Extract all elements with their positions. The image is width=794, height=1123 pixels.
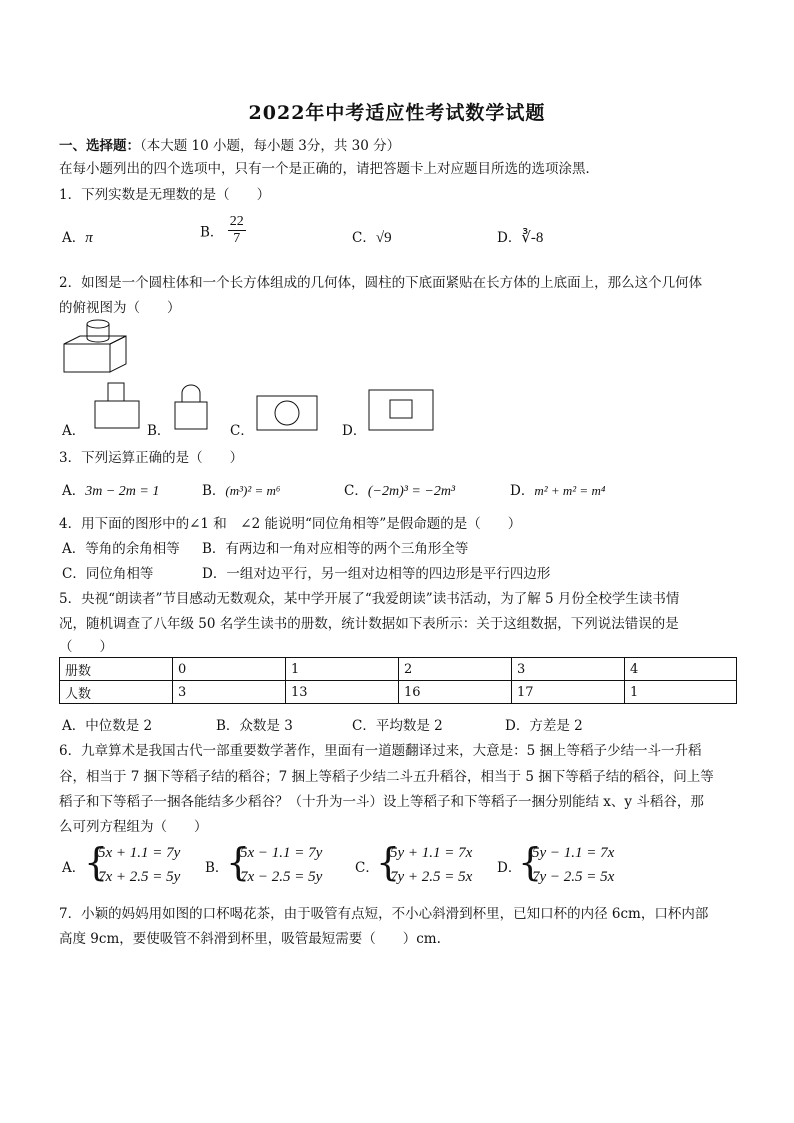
section-heading [59,134,400,154]
option-value: 3m − 2m = 1 [85,484,160,499]
fraction [228,214,246,247]
table-cell: 3 [512,658,625,681]
option-label: B． [202,483,226,499]
q4-option-a: A．等角的余角相等 [62,541,180,557]
q2-option-b-label: B． [147,423,171,439]
q2-option-a-figure [94,382,140,430]
fraction-denominator: 7 [233,231,241,246]
option-label: C． [352,230,376,246]
equation: 5x + 1.1 = 7y [98,845,181,861]
equation: 5x − 1.1 = 7y [240,845,323,861]
q2-option-d-figure [368,389,434,431]
q5-option-b: B．众数是 3 [216,718,293,734]
table-cell: 13 [286,681,399,704]
table-cell: 4 [625,658,737,681]
question-6-stem-line3: 稻子和下等稻子一捆各能结多少稻谷？（十升为一斗）设上等稻子和下等稻子一捆分别能结 x、y 斗稻谷，那 [59,794,704,810]
equation: 7x − 2.5 = 5y [240,869,323,885]
question-3-stem: 3．下列运算正确的是（ ） [59,450,244,466]
question-2-stem-line1: 2．如图是一个圆柱体和一个长方体组成的几何体，圆柱的下底面紧贴在长方体的上底面上，那么这个几何体 [59,275,703,291]
question-5-stem-line2: 况，随机调查了八年级 50 名学生读书的册数，统计数据如下表所示：关于这组数据，下列说法错误的是 [59,616,679,632]
equation: 5y + 1.1 = 7x [390,845,473,861]
option-value: m² + m² = m⁴ [534,483,606,498]
section-label: 一、选择题： [59,138,140,154]
q1-option-d [497,226,543,247]
q6-option-d-label: D． [497,860,522,876]
option-value: (m³)² = m⁶ [225,483,281,498]
q1-option-c [352,226,392,247]
table-cell: 3 [173,681,286,704]
brace-icon: { [226,840,251,884]
q6-option-a-system [98,841,180,889]
question-6-stem-line2: 谷，相当于 7 捆下等稻子结的稻谷；7 捆上等稻子少结二斗五升稻谷，相当于 5 捆下等稻子结的稻谷，问上等 [59,769,714,785]
q5-option-c: C．平均数是 2 [352,718,443,734]
option-label: C． [344,483,368,499]
option-label: A． [62,230,86,246]
table-row [60,658,737,681]
question-1-stem: 1．下列实数是无理数的是（ ） [59,187,271,203]
question-4-stem: 4．用下面的图形中的∠1 和 ∠2 能说明“同位角相等”是假命题的是（ ） [59,516,522,532]
option-value: (−2m)³ = −2m³ [367,484,456,499]
q2-option-a-label: A． [62,423,86,439]
section-instruction: 在每小题列出的四个选项中，只有一个是正确的，请把答题卡上对应题目所选的选项涂黑． [59,161,599,177]
q1-option-a [62,226,93,247]
q6-option-d-system [532,841,614,889]
option-label: A． [62,483,86,499]
q6-option-c-system [390,841,472,889]
q4-option-d: D．一组对边平行，另一组对边相等的四边形是平行四边形 [202,566,551,582]
q2-option-c-figure [256,395,318,431]
q1-option-b [200,214,246,247]
q5-option-d: D．方差是 2 [505,718,583,734]
q4-option-b: B．有两边和一角对应相等的两个三角形全等 [202,541,469,557]
table-cell: 1 [286,658,399,681]
q3-option-c [344,479,455,500]
question-7-stem-line1: 7．小颖的妈妈用如图的口杯喝花茶，由于吸管有点短，不小心斜滑到杯里，已知口杯的内径 6cm，口杯内部 [59,906,709,922]
q6-option-c-label: C． [355,860,379,876]
table-cell: 0 [173,658,286,681]
brace-icon: { [376,840,401,884]
question-5-stem-line1: 5．央视“朗读者”节目感动无数观众，某中学开展了“我爱朗读”读书活动，为了解 5 月份全校学生读书情 [59,591,680,607]
q3-option-d [510,479,605,499]
page-title: 2022年中考适应性考试数学试题 [248,102,546,124]
solid-figure [60,318,132,378]
option-value: ∛-8 [521,230,544,246]
option-label: D． [510,483,535,499]
q2-option-b-figure [174,384,208,430]
brace-icon: { [518,840,543,884]
question-6-stem-line4: 么可列方程组为（ ） [59,819,208,835]
table-cell: 人数 [60,681,173,704]
equation: 7y − 2.5 = 5x [532,869,615,885]
q4-option-c: C．同位角相等 [62,566,154,582]
brace-icon: { [84,840,109,884]
question-6-stem-line1: 6．九章算术是我国古代一部重要数学著作，里面有一道题翻译过来，大意是：5 捆上等稻子少结一斗一升稻 [59,743,702,759]
option-label: B． [200,224,224,241]
table-cell: 17 [512,681,625,704]
fraction-numerator: 22 [229,214,244,229]
table-cell: 册数 [60,658,173,681]
equation: 7x + 2.5 = 5y [98,869,181,885]
option-label: D． [497,230,522,246]
q6-option-b-system [240,841,322,889]
option-value: √9 [375,230,392,246]
option-value: π [85,230,93,246]
table-row [60,681,737,704]
table-cell: 2 [399,658,512,681]
q5-option-a: A．中位数是 2 [62,718,153,734]
q2-option-c-label: C． [230,423,254,439]
q3-option-a [62,479,159,500]
table-cell: 1 [625,681,737,704]
q2-option-d-label: D． [342,423,367,439]
q6-option-b-label: B． [205,860,229,876]
section-note: （本大题 10 小题，每小题 3分，共 30 分） [140,138,401,154]
data-table [59,657,737,704]
question-5-stem-line3: （ ） [59,639,113,655]
question-7-stem-line2: 高度 9cm，要使吸管不斜滑到杯里，吸管最短需要（ ）cm. [59,931,441,947]
question-2-stem-line2: 的俯视图为（ ） [59,300,181,316]
equation: 5y − 1.1 = 7x [532,845,615,861]
equation: 7y + 2.5 = 5x [390,869,473,885]
q6-option-a-label: A． [62,860,86,876]
q3-option-b [202,479,280,499]
table-cell: 16 [399,681,512,704]
